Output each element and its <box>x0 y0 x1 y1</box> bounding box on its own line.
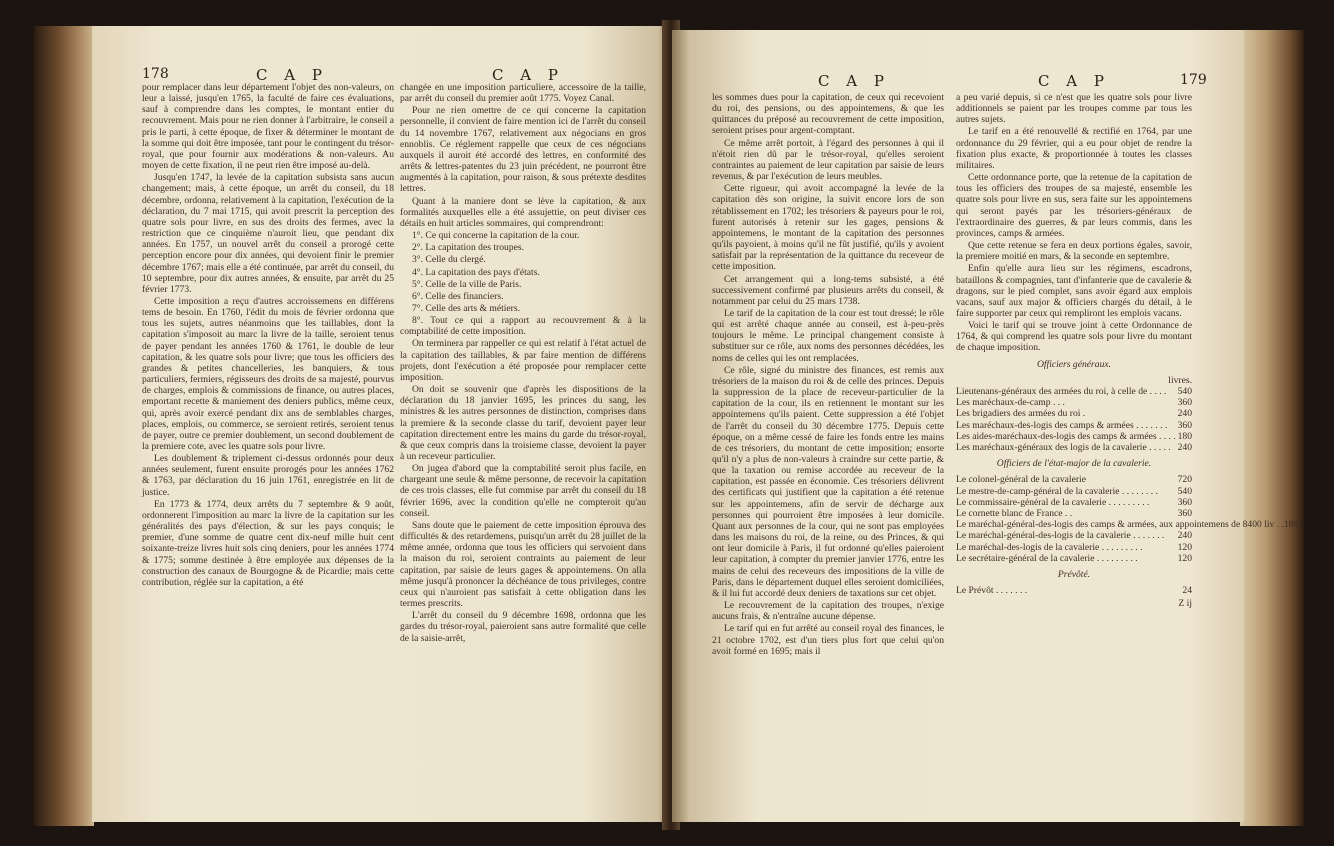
page-number: 178 <box>142 66 169 82</box>
row-label: Le maréchal-des-logis de la cavalerie . . . . . . . . . <box>956 541 1143 553</box>
running-header-left: C A P <box>256 66 328 84</box>
text-column-2 <box>956 92 1299 610</box>
paragraph: Enfin qu'elle aura lieu sur les régimens, escadrons, bataillons & compagnies, tant d'infanterie que de cavalerie & dragons, sur le pied complet, sans avoir égard aux emplois vacans, sauf aux major & officiers chargés du détail, à le faire supporter par ceux qui rempliront les emplois vacans. <box>956 263 1192 319</box>
table-section <box>956 585 1192 596</box>
right-page-stack <box>1240 30 1304 826</box>
paragraph: Pour ne rien omettre de ce qui concerne la capitation personnelle, il convient de faire mention ici de l'arrêt du conseil du 14 novembre 1767, relativement aux négocians en gros ennoblis. Ce réglement rappelle que ceux de ces négocians auxquels il auroit été accordé des lettres, en conformité des arrêts & lettres-patentes du 23 juin précédent, ne pourront être augmentés à la capitation, pour raison, & sous prétexte desdites lettres. <box>400 105 646 195</box>
table-section <box>956 386 1192 453</box>
table-row <box>956 386 1192 397</box>
row-label: Les maréchaux-de-camp . . . <box>956 397 1065 409</box>
table-row <box>956 553 1192 564</box>
row-value: 720 <box>1177 474 1192 486</box>
row-label: Le cornette blanc de France . . <box>956 508 1073 520</box>
row-label: Les maréchaux-généraux des logis de la cavalerie . . . . . <box>956 442 1171 454</box>
table-row <box>956 474 1192 485</box>
table-row <box>956 420 1192 431</box>
row-label: Le commissaire-général de la cavalerie . . . . . . . . . <box>956 496 1150 508</box>
paragraph: pour remplacer dans leur département l'objet des non-valeurs, on leur a laissé, jusqu'en 1765, la faculté de faire ces évaluations, sauf à comprendre dans les comptes, le montant entier du recouvrement. Mais pour ne rien donner à l'arbitraire, le conseil a pris le parti, à cette époque, de fixer & déterminer le montant de la somme qui doit être imposée, tant pour le contingent du trésor-royal, que pour fournir aux modérations & non-valeurs. Au moyen de cette fixation, il ne peut rien être imposé au-delà. <box>142 82 394 172</box>
paragraph: Cet arrangement qui a long-tems subsisté, a été successivement confirmé par plusieurs arrêts du conseil, & notamment par celui du 25 mars 1738. <box>712 273 944 307</box>
row-label: Le colonel-général de la cavalerie <box>956 474 1086 486</box>
paragraph: a peu varié depuis, si ce n'est que les quatre sols pour livre additionnels se paient par les troupes comme par tous les autres sujets. <box>956 92 1192 126</box>
row-value: 120 <box>1177 541 1192 553</box>
table-row <box>956 442 1192 453</box>
paragraph: On jugea d'abord que la comptabilité seroit plus facile, en chargeant une seule & même personne, de recevoir la capitation de ces trois classes, elle fut commise par arrêt du conseil du 18 février 1696, avec la condition qu'elle ne compteroit qu'au conseil. <box>400 463 646 519</box>
paragraph: Le tarif qui en fut arrêté au conseil royal des finances, le 21 octobre 1702, est d'un tiers plus fort que celui qu'on avoit formé en 1695; mais il <box>712 623 944 657</box>
row-value: 360 <box>1177 496 1192 508</box>
running-header-left: C A P <box>818 72 890 90</box>
row-label: Lieutenans-généraux des armées du roi, à celle de . . . . <box>956 386 1167 397</box>
row-value: 540 <box>1177 386 1192 397</box>
row-label: Les maréchaux-des-logis des camps & armées . . . . . . . <box>956 419 1168 431</box>
row-label: Les brigadiers des armées du roi . <box>956 408 1086 420</box>
row-value: 24 <box>1182 585 1192 597</box>
row-value: 180 <box>1283 519 1299 531</box>
list-item: 8°. Tout ce qui a rapport au recouvrement & à la comptabilité de cette imposition. <box>400 315 646 338</box>
page-number: 179 <box>1180 72 1207 88</box>
table-row <box>956 585 1192 596</box>
left-page <box>92 26 670 822</box>
tarif-table <box>956 358 1299 610</box>
table-row <box>956 397 1192 408</box>
paragraph: Cette rigueur, qui avoit accompagné la levée de la capitation dès son origine, la suivit encore lors de son rétablissement en 1702; les trésoriers & payeurs pour le roi, furent autorisés à retenir sur les gages, pensions & appointemens, le montant de la capitation des personnes qu'ils payoient, à moins qu'il ne fût justifié, qu'ils y avoient satisfait par la représentation de la quittance du receveur de cette imposition. <box>712 183 944 273</box>
table-row <box>956 431 1192 442</box>
row-value: 120 <box>1177 552 1192 564</box>
row-value: 540 <box>1177 485 1192 497</box>
paragraph: changée en une imposition particuliere, accessoire de la taille, par arrêt du conseil du premier août 1775. Voyez Canal. <box>400 82 646 105</box>
row-label: Les aides-maréchaux-des-logis des camps & armées . . . . <box>956 430 1176 442</box>
unit-label: livres. <box>1168 374 1192 386</box>
paragraph: Quant à la maniere dont se lève la capitation, & aux formalités auxquelles elle a été assujettie, on peut diviser ces détails en huit articles sommaires, qui comprendront: <box>400 195 646 229</box>
running-header-right: C A P <box>1038 72 1110 90</box>
row-label: Le maréchal-général-des-logis de la cavalerie . . . . . . . <box>956 530 1165 542</box>
paragraph: les sommes dues pour la capitation, de ceux qui recevoient du roi, des pensions, ou des appointemens, & que les quittances du préposé au recouvrement de cette imposition, seroient prises pour argent-comptant. <box>712 92 944 137</box>
text-column-1 <box>712 92 944 658</box>
list-item: 3°. Celle du clergé. <box>412 254 486 266</box>
paragraph: Ce rôle, signé du ministre des finances, est remis aux trésoriers de la maison du roi & de celle des princes. Depuis la suppression de la place de receveur-particulier de la capitation de la cour, ils en retiennent le montant sur les appointemens qu'ils paient. Cette suppression a été l'objet de l'arrêt du conseil du 30 décembre 1775. Depuis cette époque, on a même cessé de faire les fonds entre les mains de ces trésoriers, du montant de cette imposition; ensorte qu'il n'y a plus de non-valeurs à craindre sur cette partie, & que la taxation ou remise accordée au receveur de la capitation, est passée en économie. Ces trésoriers délivrent des certificats qui justifient que la capitation a été retenue sur les appointemens, afin de servir de décharge aux personnes qui pourroient être imposées à leur domicile. Quant aux personnes de la cour, qui ne sont pas employées dans les maisons du roi, de la reine, ou des Princes, & qui ont leur domicile à Paris, il fut ordonné qu'elles paieroient leur capitation, à compter du premier janvier 1776, entre les mains de celui des receveurs des impositions de la ville de Paris, dans le département duquel elles seroient domiciliées, & il lui fut accordé deux deniers de taxations sur cet objet. <box>712 364 944 599</box>
table-row <box>956 519 1299 531</box>
paragraph: Les doublement & triplement ci-dessus ordonnés pour deux années seulement, furent ensuite prorogés pour les années 1762 & 1763, par déclaration du 16 juin 1761, enregistrée en lit de justice. <box>142 453 394 498</box>
paragraph: Cette ordonnance porte, que la retenue de la capitation de tous les officiers des troupes de sa majesté, ensemble les quatre sols pour livre en sus, sera faite sur les appointemens qui seront payés par les trésoriers-généraux de l'extraordinaire des guerres, & par leurs commis, dans les provinces, camps & armées. <box>956 172 1192 239</box>
paragraph: Voici le tarif qui se trouve joint à cette Ordonnance de 1764, & qui comprend les quatre sols pour livre du montant de chaque imposition. <box>956 320 1192 354</box>
table-row <box>956 486 1192 497</box>
list-item: 6°. Celle des financiers. <box>412 290 504 302</box>
text-column-2 <box>400 82 646 645</box>
row-value: 360 <box>1177 397 1192 409</box>
table-caption: Officiers généraux. <box>1036 358 1112 370</box>
row-label: Le mestre-de-camp-général de la cavalerie . . . . . . . . <box>956 485 1158 497</box>
paragraph: Le recouvrement de la capitation des troupes, n'exige aucuns frais, & n'entraîne aucune dépense. <box>712 600 944 623</box>
running-header-right: C A P <box>492 66 564 84</box>
row-label: Le maréchal-général-des-logis des camps & armées, aux appointemens de 8400 liv . . <box>956 519 1284 531</box>
right-page <box>672 30 1299 822</box>
paragraph: Sans doute que le paiement de cette imposition éprouva des difficultés & des retardemens, puisqu'un arrêt du 28 juillet de la même année, ordonna que tous les officiers qui servoient dans la maison du roi, seroient contraints au paiement de leur capitation, par saisie de leurs gages & appointemens. On alla même jusqu'à prononcer la déchéance de tous privileges, contre ceux qui n'auroient pas satisfait à cette obligation dans les termes prescrits. <box>400 519 646 610</box>
list-item: 2°. La capitation des troupes. <box>412 242 525 254</box>
paragraph: En 1773 & 1774, deux arrêts du 7 septembre & 9 août, ordonnerent l'imposition au marc la livre de la capitation sur les généralités des pays d'élection, & sur les pays conquis; le premier, d'une somme de quatre cent dix-neuf mille huit cent soixante-treize livres huit sols cinq deniers, pour les années 1774 & 1775; somme destinée à être employée aux dépenses de la construction des canaux de Bourgogne & de Picardie; mais cette contribution, réglée sur la capitation, a été <box>142 498 394 588</box>
paragraph: Jusqu'en 1747, la levée de la capitation subsista sans aucun changement; mais, à cette époque, un arrêt du conseil, du 18 décembre, ordonna, relativement à la capitation, l'exécution de la déclaration, du 7 mai 1715, qui avoit prescrit la perception des quatre sols pour livre, en sus des droits des fermes, avec la restriction que ce cinquième n'auroit lieu, que pendant dix années. En 1757, un nouvel arrêt du conseil a prorogé cette perception encore pour dix années, qui devoient finir le premier décembre 1767; mais elle a été continuée, par arrêt du conseil, du 10 septembre, pour dix autres années, & ensuite, par arrêt du 25 février 1773. <box>142 172 394 295</box>
row-label: Le secrétaire-général de la cavalerie . . . . . . . . . <box>956 552 1138 564</box>
row-value: 360 <box>1177 508 1192 520</box>
signature-mark: Z ij <box>1178 598 1192 610</box>
paragraph: On doit se souvenir que d'après les dispositions de la déclaration du 18 janvier 1695, les princes du sang, les ministres & les autres personnes de distinction, comprises dans la premiere & la seconde classe du tarif, devoient payer leur capitation directement entre les mains du garde du trésor-royal, & que ceux compris dans la troisieme classe, devoient la payer à un receveur particulier. <box>400 384 646 462</box>
list-item: 1°. Ce qui concerne la capitation de la cour. <box>412 230 580 242</box>
list-item: 7°. Celle des arts & métiers. <box>412 302 521 314</box>
paragraph: Que cette retenue se fera en deux portions égales, savoir, la premiere moitié en mars, & la seconde en septembre. <box>956 240 1192 263</box>
paragraph: On terminera par rappeller ce qui est relatif à l'état actuel de la capitation des taillables, & par faire mention de différens projets, dont l'exécution a été proposée pour remplacer cette imposition. <box>400 338 646 383</box>
text-column-1 <box>142 82 394 589</box>
row-value: 360 <box>1177 419 1192 431</box>
list-item: 4°. La capitation des pays d'états. <box>412 266 540 278</box>
table-row <box>956 508 1192 519</box>
left-page-stack <box>34 26 94 826</box>
table-caption: Officiers de l'état-major de la cavalerie. <box>996 458 1152 470</box>
row-value: 240 <box>1177 530 1192 542</box>
paragraph: L'arrêt du conseil du 9 décembre 1698, ordonna que les gardes du trésor-royal, paieroient sans autre formalité que celle de la saisie-arrêt, <box>400 610 646 644</box>
list-item: 5°. Celle de la ville de Paris. <box>412 278 522 290</box>
table-row <box>956 542 1192 553</box>
table-caption: Prévôté. <box>1057 569 1091 581</box>
row-value: 240 <box>1177 408 1192 420</box>
table-row <box>956 497 1192 508</box>
paragraph: Le tarif de la capitation de la cour est tout dressé; le rôle qui est arrêté chaque année au conseil, est à-peu-près toujours le même. Le principal changement consiste à substituer sur ce rôle, aux noms des personnes décédées, les noms de celles qui les ont remplacées. <box>712 307 944 364</box>
table-row <box>956 530 1192 541</box>
paragraph: Ce même arrêt portoit, à l'égard des personnes à qui il n'étoit rien dû par le trésor-royal, qu'elles seroient contraintes au paiement de leur capitation par saisie de leurs revenus, & par l'exécution de leurs meubles. <box>712 137 944 183</box>
row-value: 180 <box>1177 430 1192 442</box>
row-label: Le Prévôt . . . . . . . <box>956 585 1028 597</box>
paragraph: Cette imposition a reçu d'autres accroissemens en différens tems de besoin. En 1760, l'édit du mois de février ordonna que tous les sujets, autres néanmoins que les taillables, dont la capitation s'imposoit au marc la livre de la taille, seroient tenus de payer pendant les années 1760 & 1761, le double de leur capitation, & les quatre sols pour livre; que tous les officiers des grandes & petites chancelleries, les banquiers, & tous particuliers, fermiers, régisseurs des droits de sa majesté, pourvus de charges, emplois & commissions de finance, ou autres places, emportant recette & maniement des deniers publics, même ceux, qui, après avoir exercé pendant dix ans de semblables charges, places, emplois, ou commerce, se seroient retirés, seroient tenus de payer, outre ce premier doublement, un second doublement de la premiere cote, avec les quatre sols pour livre. <box>142 295 394 452</box>
paragraph: Le tarif en a été renouvellé & rectifié en 1764, par une ordonnance du 29 février, qui a eu pour objet de rendre la fixation plus exacte, & proportionnée à toutes les classes militaires. <box>956 126 1192 171</box>
row-value: 240 <box>1177 442 1192 454</box>
table-section <box>956 474 1299 564</box>
table-row <box>956 408 1192 419</box>
